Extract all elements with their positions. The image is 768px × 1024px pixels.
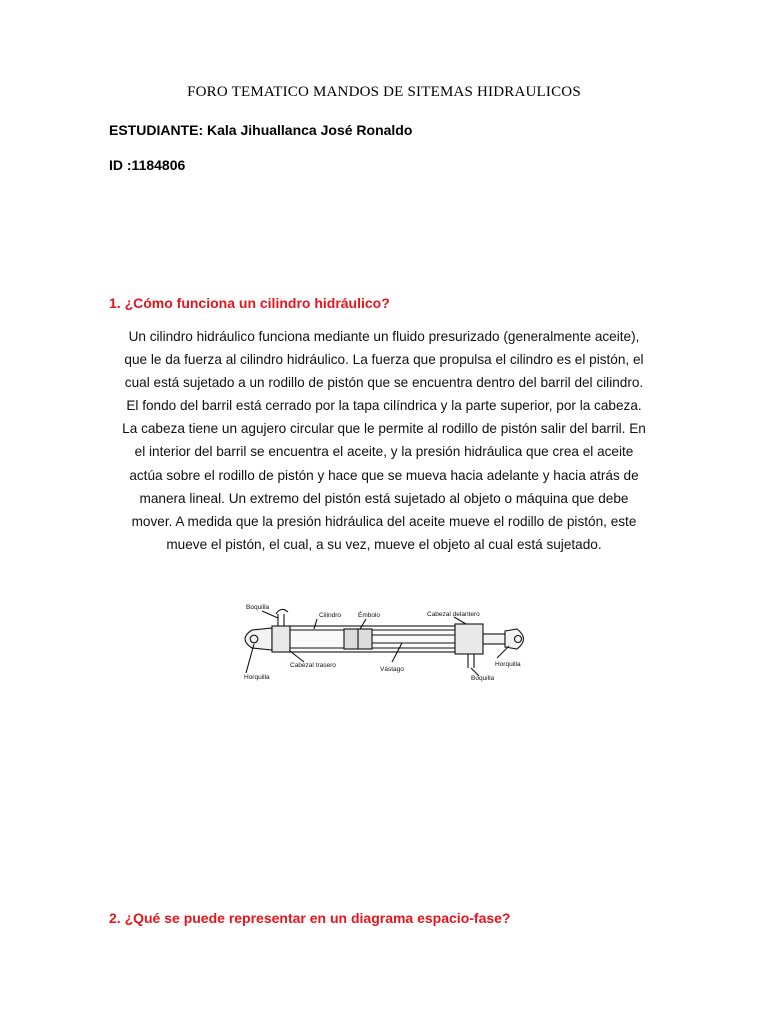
answer-line: La cabeza tiene un agujero circular que le permite al rodillo de pistón salir del barril. En bbox=[122, 421, 646, 437]
answer-line: mueve el pistón, el cual, a su vez, mueve el objeto al cual está sujetado. bbox=[166, 536, 602, 552]
answer-line: manera lineal. Un extremo del pistón está sujetado al objeto o máquina que debe bbox=[139, 490, 629, 506]
answer-1-paragraph bbox=[103, 325, 665, 556]
id-line: ID :1184806 bbox=[109, 157, 186, 173]
question-2-heading: 2. ¿Qué se puede representar en un diagrama espacio-fase? bbox=[109, 910, 511, 926]
diagram-label-boquilla-bottom: Boquilla bbox=[471, 675, 495, 682]
question-1-heading: 1. ¿Cómo funciona un cilindro hidráulico? bbox=[109, 295, 390, 311]
diagram-label-cilindro: Cilindro bbox=[319, 612, 342, 619]
diagram-label-boquilla-top: Boquilla bbox=[246, 604, 270, 611]
answer-line: Un cilindro hidráulico funciona mediante un fluido presurizado (generalmente aceite), bbox=[128, 329, 640, 344]
answer-line: actúa sobre el rodillo de pistón y hace que se mueva hacia adelante y hacia atrás de bbox=[129, 467, 639, 483]
diagram-label-cabezal-delantero: Cabezal delantero bbox=[427, 611, 480, 618]
hydraulic-cylinder-diagram bbox=[232, 596, 532, 688]
answer-line: cual está sujetado a un rodillo de pistón que se encuentra dentro del barril del cilindro. bbox=[124, 375, 644, 391]
student-line: ESTUDIANTE: Kala Jihuallanca José Ronaldo bbox=[109, 122, 413, 138]
diagram-label-horquilla-left: Horquilla bbox=[244, 674, 270, 681]
answer-line: El fondo del barril está cerrado por la tapa cilíndrica y la parte superior, por la cabeza. bbox=[126, 398, 642, 414]
diagram-label-horquilla-right: Horquilla bbox=[495, 661, 521, 668]
diagram-label-vastago: Vástago bbox=[380, 666, 404, 673]
diagram-label-embolo: Émbolo bbox=[358, 612, 381, 619]
answer-line: que le da fuerza al cilindro hidráulico. La fuerza que propulsa el cilindro es el pistón, el bbox=[124, 352, 644, 368]
answer-line: el interior del barril se encuentra el aceite, y la presión hidráulica que crea el aceite bbox=[134, 444, 634, 460]
document-title: FORO TEMATICO MANDOS DE SITEMAS HIDRAULICOS bbox=[187, 84, 581, 100]
answer-line: mover. A medida que la presión hidráulica del aceite mueve el rodillo de pistón, este bbox=[131, 513, 637, 529]
diagram-label-cabezal-trasero: Cabezal trasero bbox=[290, 662, 336, 669]
